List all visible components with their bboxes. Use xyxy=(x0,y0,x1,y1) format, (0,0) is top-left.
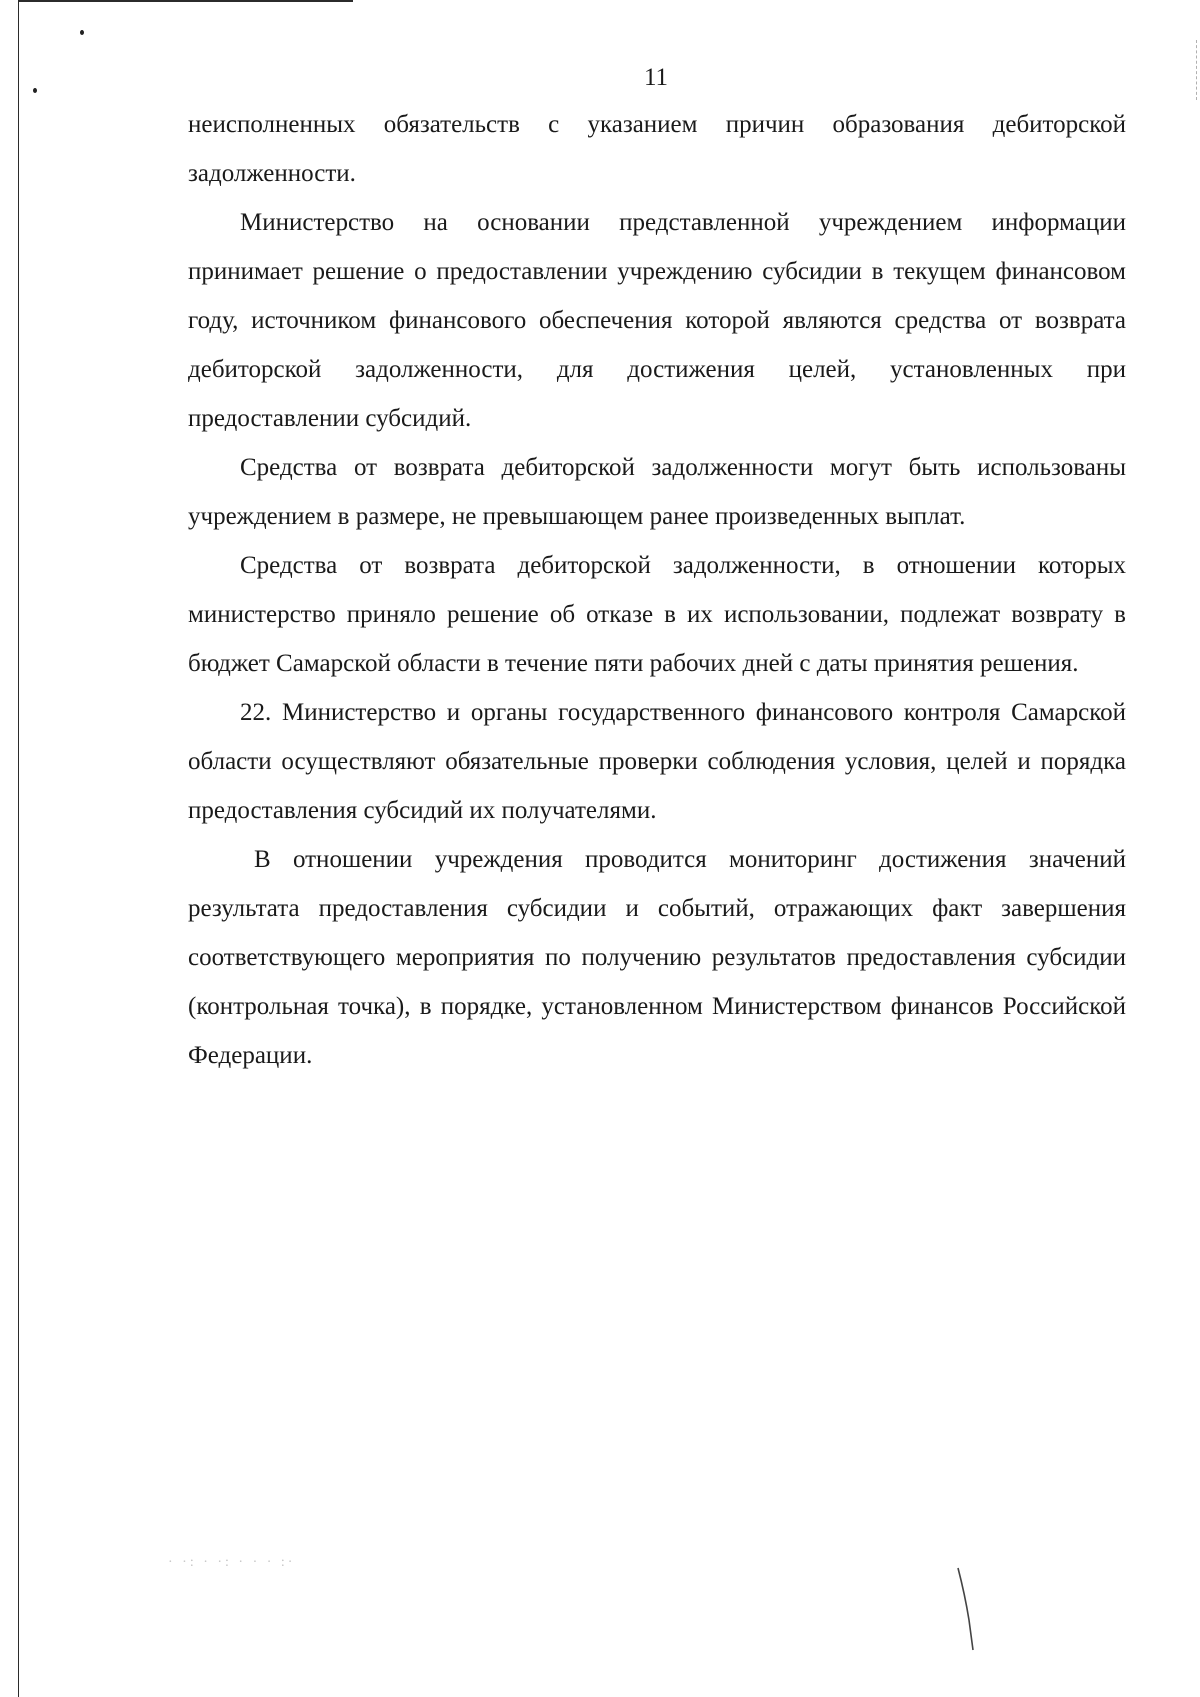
page-number: 11 xyxy=(643,64,669,91)
scan-speck xyxy=(80,30,84,35)
paragraph-continuation: неисполненных обязательств с указанием причин образования дебиторской задолженности. xyxy=(188,111,1126,187)
scan-noise-mark: · ·: · ·: · · · :· xyxy=(168,1555,296,1570)
document-body xyxy=(188,100,1126,1080)
pen-stroke-mark xyxy=(955,1565,985,1655)
paragraph: Министерство на основании представленной учреждением информации принимает решение о предоставлении учреждению субсидии в текущем финансовом году, источником финансового обеспечения которой являются средства от возврата дебиторской задолженности, для достижения целей, установленных при предоставлении субсидий. xyxy=(188,209,1126,432)
scan-border-left xyxy=(18,0,19,1697)
paragraph: В отношении учреждения проводится мониторинг достижения значений результата предоставления субсидии и событий, отражающих факт завершения соответствующего мероприятия по получению результатов предоставления субсидии (контрольная точка), в порядке, установленном Министерством финансов Российской Федерации. xyxy=(188,846,1126,1069)
paragraph: Средства от возврата дебиторской задолженности могут быть использованы учреждением в размере, не превышающем ранее произведенных выплат. xyxy=(188,454,1126,530)
scan-border-top xyxy=(18,0,353,2)
paragraph-clause-22: 22. Министерство и органы государственного финансового контроля Самарской области осуществляют обязательные проверки соблюдения условия, целей и порядка предоставления субсидий их получателями. xyxy=(188,699,1126,824)
paragraph: Средства от возврата дебиторской задолженности, в отношении которых министерство приняло решение об отказе в их использовании, подлежат возврату в бюджет Самарской области в течение пяти рабочих дней с даты принятия решения. xyxy=(188,552,1126,677)
